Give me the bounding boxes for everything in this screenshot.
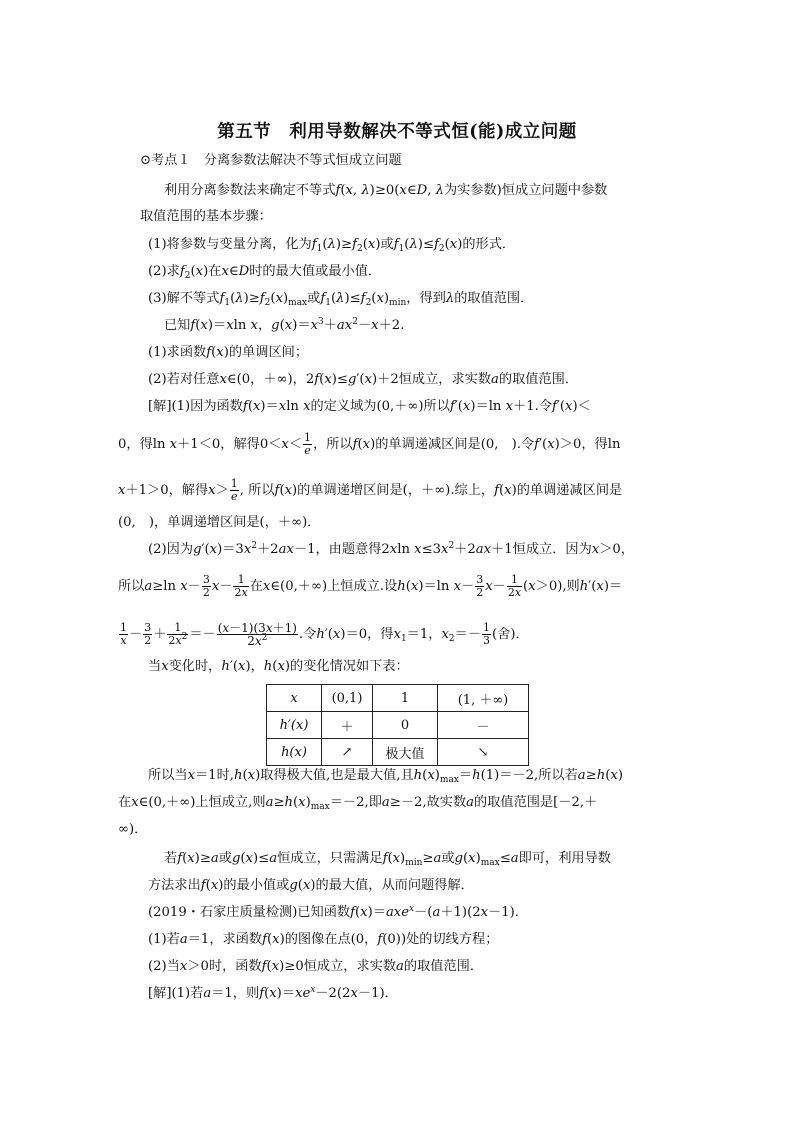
- table-cell: 1: [373, 685, 438, 712]
- solution-line-2: 0，得ln x＋1＜0，解得0＜x＜ $\frac{1}{e}$ ，所以f(x)的单调递减区间是(0, ).令f′(x)＞0，得ln: [118, 431, 621, 457]
- step-1: (1)将参数与变量分离，化为$f_1(\lambda)\ge f_2(x)$或$f_1(\lambda)\le f_2(x)$的形式．: [148, 237, 516, 254]
- table-cell: h′(x): [267, 712, 322, 739]
- conclusion-line-3: ∞)．: [118, 822, 148, 837]
- table-cell: (1, ＋∞): [438, 685, 529, 712]
- intro-line-1: 利用分离参数法来确定不等式f(x, λ)≥0(x∈D, λ为实参数)恒成立问题中参数: [164, 183, 608, 198]
- kaodian-heading: ⊙考点１ 分离参数法解决不等式恒成立问题: [140, 153, 402, 168]
- conclusion-line-2: 在x∈(0,＋∞)上恒成立,则$a\ge h(x)_{max}=-2$,即a≥－2,故实数a的取值范围是[－2,＋: [118, 795, 598, 812]
- table-cell: ↗: [322, 739, 373, 766]
- tip-line-2: 方法求出f(x)的最小值或g(x)的最大值，从而问题得解．: [148, 878, 474, 893]
- table-row: [267, 739, 529, 766]
- page-title: 第五节 利用导数解决不等式恒(能)成立问题: [217, 122, 577, 142]
- example-2: (2019・石家庄质量检测)已知函数f(x)＝axe$^x$－(a＋1)(2x－1)．: [148, 904, 528, 920]
- example-1: 已知f(x)＝xln x，$g(x)=x^3+ax^2-x+2$.: [164, 317, 405, 333]
- table-cell: ＋: [322, 712, 373, 739]
- conclusion-line-1: 所以当x＝1时,h(x)取得极大值,也是最大值,且$h(x)_{max}=h(1)=-2$,所以若a≥h(x): [148, 768, 623, 785]
- step-3: (3)解不等式$f_1(\lambda)\ge f_2(x)_{max}$或$f_1(\lambda)\le f_2(x)_{min}$，得到λ的取值范围．: [148, 291, 534, 308]
- solution-line-6: 所以a≥ln x－ $\frac{3}{2}$ x－ $\frac{1}{2x}$ 在x∈(0,＋∞)上恒成立.设h(x)＝ln x－ $\frac{3}{2}$ x－ $\frac{1}{2x}$ (x＞0),则h′(x)＝: [118, 573, 623, 599]
- table-cell: 0: [373, 712, 438, 739]
- table-row: [267, 712, 529, 739]
- example-2-question-1: (1)若a＝1，求函数f(x)的图像在点(0，f(0))处的切线方程；: [148, 932, 499, 947]
- question-1: (1)求函数f(x)的单调区间；: [148, 345, 309, 360]
- variation-table: [266, 684, 529, 766]
- table-cell: h(x): [267, 739, 322, 766]
- question-2: (2)若对任意x∈(0，＋∞)，2f(x)≤g′(x)＋2恒成立，求实数a的取值范围．: [148, 372, 579, 387]
- solution-line-4: (0, )，单调递增区间是(，＋∞)．: [118, 515, 321, 530]
- solution-line-7: $\frac{1}{x}$ － $\frac{3}{2}$ ＋ $\frac{1}{2x^2}$ ＝－ $\frac{(x-1)(3x+1)}{2x^2}$ .令h′(x)＝0，得$x_1=1$，$x_2=-$ $\frac{1}{3}$ (舍)．: [120, 621, 529, 648]
- step-2: (2)求$f_2(x)$在x∈D时的最大值或最小值．: [148, 264, 382, 281]
- tip-line-1: 若f(x)≥a或g(x)≤a恒成立，只需满足$f(x)_{min}\ge a$或$g(x)_{max}\le a$即可，利用导数: [164, 851, 611, 868]
- table-intro: 当x变化时，h′(x)，h(x)的变化情况如下表：: [148, 659, 409, 674]
- example-2-solution: [解](1)若a＝1，则$f(x)=xe^x-2(2x-1)$．: [148, 985, 398, 1001]
- solution-line-5: (2)因为$g'(x)=3x^2+2ax-1$，由题意得2xln $x\le 3x^2+2ax+1$恒成立．因为x＞0，: [148, 541, 634, 557]
- table-cell: ↘: [438, 739, 529, 766]
- table-cell: －: [438, 712, 529, 739]
- intro-line-2: 取值范围的基本步骤：: [140, 209, 272, 224]
- table-row: [267, 685, 529, 712]
- table-cell: 极大值: [373, 739, 438, 766]
- solution-line-3: x＋1＞0，解得x＞ $\frac{1}{e}$ , 所以f(x)的单调递增区间是(，＋∞).综上，f(x)的单调递减区间是: [118, 477, 623, 503]
- solution-line-1: [解](1)因为函数f(x)＝xln x的定义域为(0,＋∞)所以f′(x)＝ln x＋1.令f′(x)＜: [148, 399, 591, 414]
- table-cell: x: [267, 685, 322, 712]
- example-2-question-2: (2)当x＞0时，函数f(x)≥0恒成立，求实数a的取值范围．: [148, 959, 484, 974]
- table-cell: (0,1): [322, 685, 373, 712]
